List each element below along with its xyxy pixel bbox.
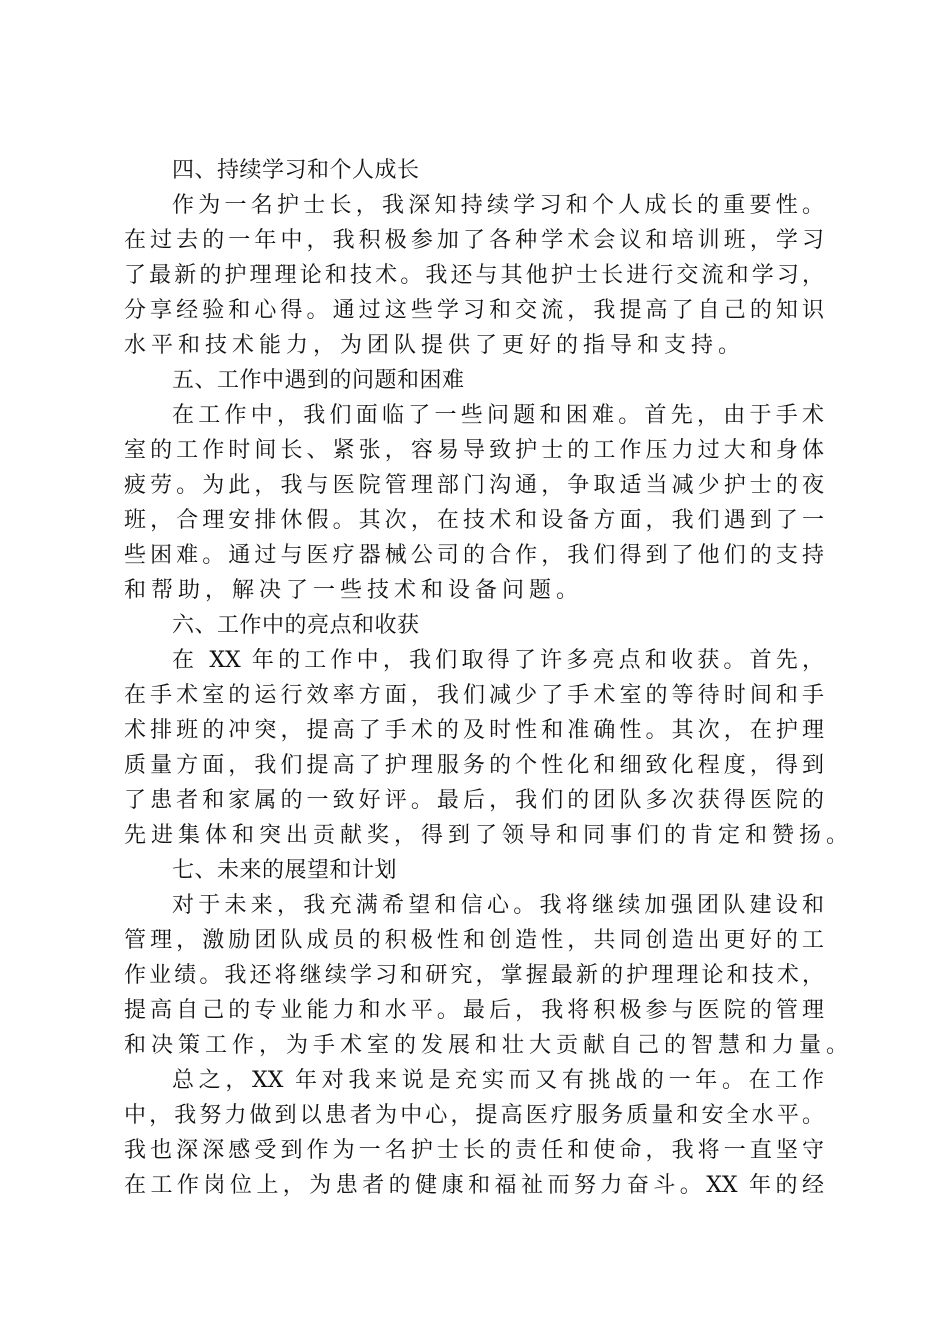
line-text: 和决策工作，为手术室的发展和壮大贡献自己的智慧和力量。 <box>124 1033 854 1058</box>
line-text: 了患者和家属的一致好评。最后，我们的团队多次获得医院的 <box>124 788 824 813</box>
section-heading: 四、持续学习和个人成长 <box>172 158 420 183</box>
paragraph-line <box>124 433 824 468</box>
line-text: 分享经验和心得。通过这些学习和交流，我提高了自己的知识 <box>124 298 824 323</box>
line-text: 术排班的冲突，提高了手术的及时性和准确性。其次，在护理 <box>124 718 824 743</box>
line-text: 作业绩。我还将继续学习和研究，掌握最新的护理理论和技术， <box>124 963 824 988</box>
paragraph-line <box>124 783 824 818</box>
paragraph-line <box>124 1028 854 1063</box>
paragraph-line <box>124 223 824 258</box>
line-text: 对于未来，我充满希望和信心。我将继续加强团队建设和 <box>172 893 824 918</box>
line-text: 班，合理安排休假。其次，在技术和设备方面，我们遇到了一 <box>124 508 824 533</box>
paragraph-line <box>124 503 824 538</box>
line-text: 我也深深感受到作为一名护士长的责任和使命，我将一直坚守 <box>124 1138 824 1163</box>
paragraph-line <box>124 993 824 1028</box>
paragraph-line <box>124 328 824 363</box>
paragraph-line <box>124 1133 824 1168</box>
paragraph-line <box>124 748 824 783</box>
line-text: 先进集体和突出贡献奖，得到了领导和同事们的肯定和赞扬。 <box>124 823 854 848</box>
paragraph-line <box>124 468 824 503</box>
section-heading: 七、未来的展望和计划 <box>172 858 398 883</box>
line-text: 在过去的一年中，我积极参加了各种学术会议和培训班，学习 <box>124 228 824 253</box>
line-text: 水平和技术能力，为团队提供了更好的指导和支持。 <box>124 333 746 358</box>
line-text: 在手术室的运行效率方面，我们减少了手术室的等待时间和手 <box>124 683 824 708</box>
line-text: 了最新的护理理论和技术。我还与其他护士长进行交流和学习， <box>124 263 824 288</box>
paragraph-line <box>124 923 824 958</box>
document-page <box>124 153 854 1203</box>
line-text: 在工作中，我们面临了一些问题和困难。首先，由于手术 <box>172 403 824 428</box>
paragraph-line <box>124 958 824 993</box>
paragraph-line <box>124 643 824 678</box>
line-text: 作为一名护士长，我深知持续学习和个人成长的重要性。 <box>172 193 824 218</box>
paragraph-line <box>124 258 824 293</box>
paragraph-line <box>124 1168 824 1203</box>
paragraph-line <box>124 538 824 573</box>
section-heading: 五、工作中遇到的问题和困难 <box>172 368 465 393</box>
line-text: 疲劳。为此，我与医院管理部门沟通，争取适当减少护士的夜 <box>124 473 824 498</box>
section-heading: 六、工作中的亮点和收获 <box>172 613 420 638</box>
line-text: 在工作岗位上，为患者的健康和福祉而努力奋斗。XX 年的经 <box>124 1173 824 1198</box>
paragraph-line <box>124 573 824 608</box>
line-text: 提高自己的专业能力和水平。最后，我将积极参与医院的管理 <box>124 998 824 1023</box>
line-text: 管理，激励团队成员的积极性和创造性，共同创造出更好的工 <box>124 928 824 953</box>
line-text: 总之，XX 年对我来说是充实而又有挑战的一年。在工作 <box>172 1068 824 1093</box>
line-text: 在 XX 年的工作中，我们取得了许多亮点和收获。首先， <box>172 648 824 673</box>
paragraph-line <box>124 1063 824 1098</box>
line-text: 室的工作时间长、紧张，容易导致护士的工作压力过大和身体 <box>124 438 824 463</box>
paragraph-line <box>124 398 824 433</box>
paragraph-line <box>124 1098 824 1133</box>
paragraph-line <box>124 188 824 223</box>
line-text: 中，我努力做到以患者为中心，提高医疗服务质量和安全水平。 <box>124 1103 824 1128</box>
paragraph-line <box>124 818 854 853</box>
paragraph-line <box>124 888 824 923</box>
paragraph-line <box>124 293 824 328</box>
paragraph-line <box>124 678 824 713</box>
line-text: 些困难。通过与医疗器械公司的合作，我们得到了他们的支持 <box>124 543 824 568</box>
paragraph-line <box>124 713 824 748</box>
line-text: 和帮助，解决了一些技术和设备问题。 <box>124 578 584 603</box>
line-text: 质量方面，我们提高了护理服务的个性化和细致化程度，得到 <box>124 753 824 778</box>
